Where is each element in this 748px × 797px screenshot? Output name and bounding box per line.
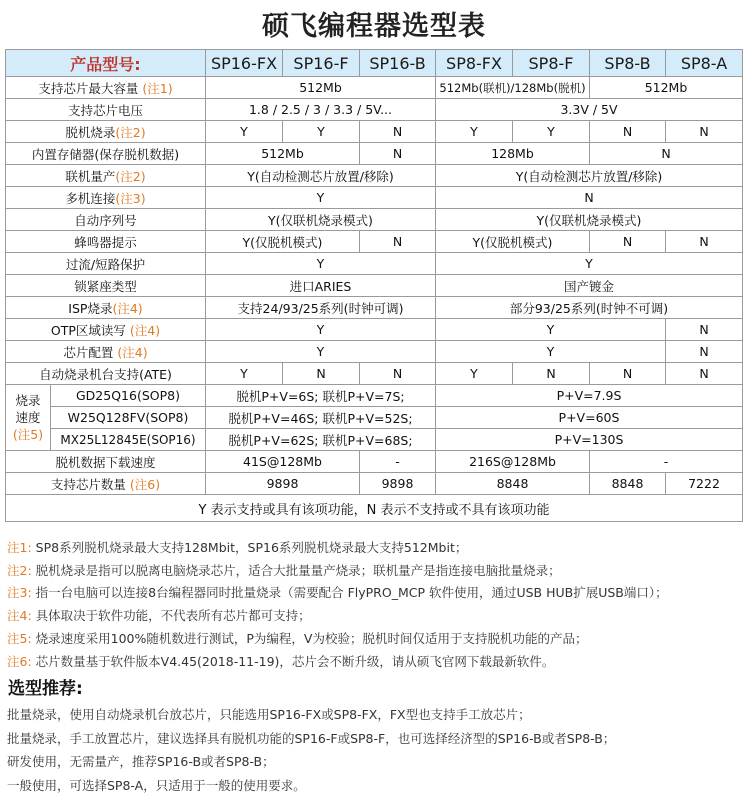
cell-value: 7222: [666, 473, 743, 495]
cell-value: 216S@128Mb: [436, 451, 590, 473]
table-row: [6, 187, 743, 209]
model-header-sp8-fx: SP8-FX: [436, 50, 513, 77]
row-label-chips: 支持芯片数量 (注6): [6, 473, 206, 495]
cell-value: Y: [283, 121, 360, 143]
cell-value: N: [666, 319, 743, 341]
table-row: [6, 385, 743, 407]
table-row: [6, 451, 743, 473]
note-item: 注6: 芯片数量基于软件版本V4.45(2018-11-19)，芯片会不断升级，请从硕飞官网下载最新软件。: [7, 651, 743, 674]
cell-value: 8848: [436, 473, 590, 495]
table-row: [6, 121, 743, 143]
cell-value: 脱机P+V=6S; 联机P+V=7S;: [206, 385, 436, 407]
cell-value: P+V=60S: [436, 407, 743, 429]
speed-chip-label: GD25Q16(SOP8): [51, 385, 206, 407]
model-header-sp8-a: SP8-A: [666, 50, 743, 77]
row-label-socket: 锁紧座类型: [6, 275, 206, 297]
note-item: 注2: 脱机烧录是指可以脱离电脑烧录芯片，适合大批量量产烧录；联机量产是指连接电脑批量烧录；: [7, 560, 743, 583]
cell-value: N: [513, 363, 590, 385]
cell-value: 3.3V / 5V: [436, 99, 743, 121]
cell-value: Y: [206, 187, 436, 209]
table-row: [6, 495, 743, 522]
table-legend: Y 表示支持或具有该项功能，N 表示不支持或不具有该项功能: [6, 495, 743, 522]
cell-value: 国产镀金: [436, 275, 743, 297]
selection-table: [5, 49, 743, 522]
recommend-item: 批量烧录，手工放置芯片，建议选择具有脱机功能的SP16-F或SP8-F，也可选择经济型的SP16-B或者SP8-B；: [7, 727, 743, 751]
table-row: [6, 297, 743, 319]
row-label-capacity: 支持芯片最大容量 (注1): [6, 77, 206, 99]
table-row: [6, 429, 743, 451]
cell-value: Y: [206, 341, 436, 363]
cell-value: Y(仅联机烧录模式): [206, 209, 436, 231]
cell-value: N: [666, 363, 743, 385]
cell-value: Y(仅联机烧录模式): [436, 209, 743, 231]
cell-value: 脱机P+V=62S; 联机P+V=68S;: [206, 429, 436, 451]
cell-value: 512Mb(联机)/128Mb(脱机): [436, 77, 590, 99]
cell-value: Y: [206, 363, 283, 385]
note-item: 注4: 具体取决于软件功能，不代表所有芯片都可支持；: [7, 605, 743, 628]
row-label-isp: ISP烧录(注4): [6, 297, 206, 319]
recommend-item: 研发使用，无需量产，推荐SP16-B或者SP8-B；: [7, 750, 743, 774]
recommend-title: 选型推荐:: [8, 674, 83, 699]
cell-value: N: [666, 231, 743, 253]
table-row: [6, 143, 743, 165]
recommend-item: 批量烧录，使用自动烧录机台放芯片，只能选用SP16-FX或SP8-FX，FX型也支持手工放芯片；: [7, 703, 743, 727]
cell-value: Y(仅脱机模式): [206, 231, 360, 253]
cell-value: 512Mb: [590, 77, 743, 99]
cell-value: 脱机P+V=46S; 联机P+V=52S;: [206, 407, 436, 429]
cell-value: 支持24/93/25系列(时钟可调): [206, 297, 436, 319]
cell-value: 512Mb: [206, 77, 436, 99]
cell-value: 8848: [590, 473, 666, 495]
notes-list: [7, 537, 743, 673]
cell-value: N: [360, 121, 436, 143]
cell-value: N: [666, 121, 743, 143]
cell-value: Y(自动检测芯片放置/移除): [436, 165, 743, 187]
recommend-item: 一般使用，可选择SP8-A，只适用于一般的使用要求。: [7, 774, 743, 797]
cell-value: 进口ARIES: [206, 275, 436, 297]
row-label-otp: OTP区域读写 (注4): [6, 319, 206, 341]
cell-value: 9898: [360, 473, 436, 495]
note-item: 注5: 烧录速度采用100%随机数进行测试，P为编程，V为校验；脱机时间仅适用于支持脱机功能的产品；: [7, 628, 743, 651]
table-row: [6, 363, 743, 385]
cell-value: Y(自动检测芯片放置/移除): [206, 165, 436, 187]
table-row: [6, 99, 743, 121]
table-row: [6, 165, 743, 187]
cell-value: N: [590, 121, 666, 143]
row-label-voltage: 支持芯片电压: [6, 99, 206, 121]
cell-value: 512Mb: [206, 143, 360, 165]
table-row: [6, 77, 743, 99]
cell-value: 部分93/25系列(时钟不可调): [436, 297, 743, 319]
cell-value: P+V=130S: [436, 429, 743, 451]
cell-value: Y: [436, 253, 743, 275]
recommend-list: [7, 703, 743, 797]
row-label-serial: 自动序列号: [6, 209, 206, 231]
cell-value: Y: [436, 363, 513, 385]
row-label-protect: 过流/短路保护: [6, 253, 206, 275]
model-header-sp16-f: SP16-F: [283, 50, 360, 77]
table-row: [6, 253, 743, 275]
cell-value: Y: [206, 319, 436, 341]
cell-value: P+V=7.9S: [436, 385, 743, 407]
cell-value: -: [360, 451, 436, 473]
page-title: 硕飞编程器选型表: [0, 4, 748, 43]
speed-chip-label: MX25L12845E(SOP16): [51, 429, 206, 451]
model-header-sp8-b: SP8-B: [590, 50, 666, 77]
cell-value: 1.8 / 2.5 / 3 / 3.3 / 5V...: [206, 99, 436, 121]
cell-value: Y: [513, 121, 590, 143]
model-header-sp8-f: SP8-F: [513, 50, 590, 77]
cell-value: N: [436, 187, 743, 209]
cell-value: Y: [436, 319, 666, 341]
row-label-config: 芯片配置 (注4): [6, 341, 206, 363]
cell-value: N: [590, 143, 743, 165]
row-label-memory: 内置存储器(保存脱机数据): [6, 143, 206, 165]
row-label-download: 脱机数据下载速度: [6, 451, 206, 473]
table-row: [6, 341, 743, 363]
table-row: [6, 275, 743, 297]
cell-value: 128Mb: [436, 143, 590, 165]
cell-value: -: [590, 451, 743, 473]
cell-value: N: [360, 363, 436, 385]
cell-value: N: [360, 231, 436, 253]
cell-value: Y: [436, 341, 666, 363]
cell-value: N: [590, 231, 666, 253]
row-label-buzzer: 蜂鸣器提示: [6, 231, 206, 253]
note-item: 注1: SP8系列脱机烧录最大支持128Mbit，SP16系列脱机烧录最大支持512Mbit；: [7, 537, 743, 560]
table-row: [6, 319, 743, 341]
cell-value: 41S@128Mb: [206, 451, 360, 473]
table-header-row: [6, 50, 743, 77]
table-row: [6, 231, 743, 253]
cell-value: Y(仅脱机模式): [436, 231, 590, 253]
table-row: [6, 209, 743, 231]
cell-value: N: [360, 143, 436, 165]
model-header-sp16-fx: SP16-FX: [206, 50, 283, 77]
cell-value: N: [666, 341, 743, 363]
table-row: [6, 473, 743, 495]
cell-value: Y: [436, 121, 513, 143]
speed-chip-label: W25Q128FV(SOP8): [51, 407, 206, 429]
cell-value: 9898: [206, 473, 360, 495]
model-header-sp16-b: SP16-B: [360, 50, 436, 77]
table-row: [6, 407, 743, 429]
row-label-ate: 自动烧录机台支持(ATE): [6, 363, 206, 385]
row-label-offline: 脱机烧录(注2): [6, 121, 206, 143]
cell-value: Y: [206, 253, 436, 275]
speed-group-label: 烧录 速度 (注5): [6, 385, 51, 451]
cell-value: N: [590, 363, 666, 385]
row-label-mass: 联机量产(注2): [6, 165, 206, 187]
model-header-label: 产品型号:: [6, 50, 206, 77]
cell-value: Y: [206, 121, 283, 143]
note-item: 注3: 指一台电脑可以连接8台编程器同时批量烧录（需要配合 FlyPRO_MCP 软件使用，通过USB HUB扩展USB端口）；: [7, 582, 743, 605]
cell-value: N: [283, 363, 360, 385]
row-label-multi: 多机连接(注3): [6, 187, 206, 209]
